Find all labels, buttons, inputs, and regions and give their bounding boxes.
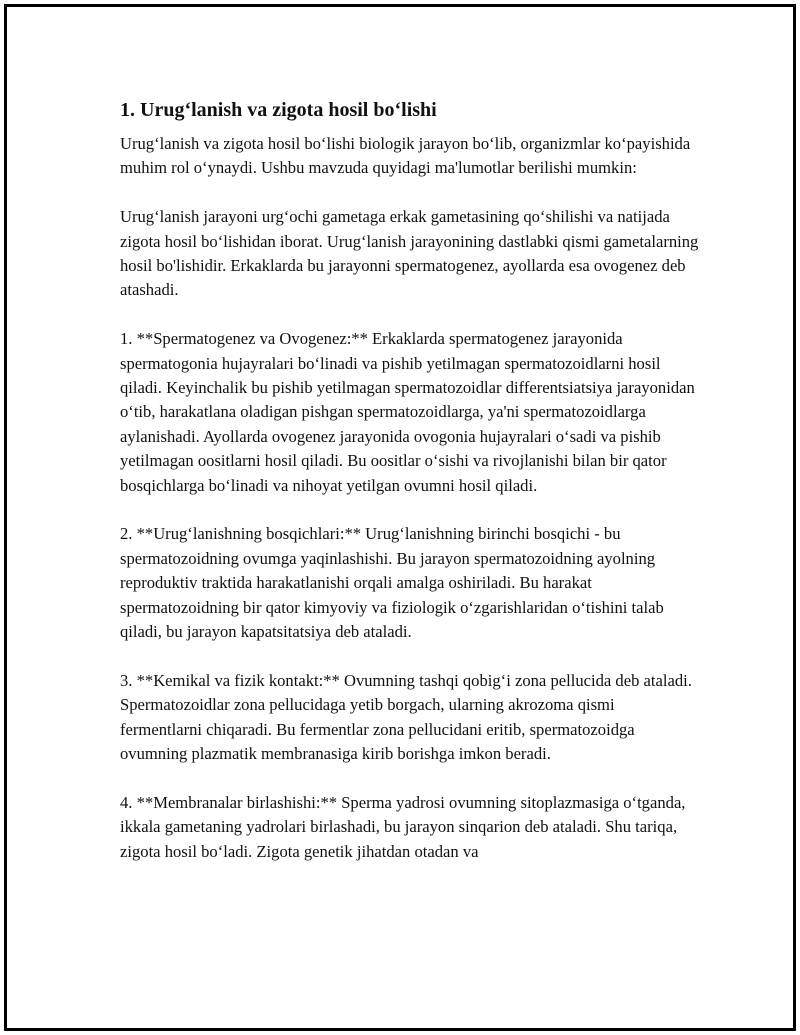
- membrane-fusion-paragraph: 4. **Membranalar birlashishi:** Sperma yadrosi ovumning sitoplazmasiga o‘tganda, ikkala gametaning yadrolari birlashadi, bu jarayon sinqarion deb ataladi. Shu tariqa, zigota hosil bo‘ladi. Zigota genetik jihatdan otadan va: [120, 792, 686, 861]
- spermatogenesis-oogenesis-paragraph: 1. **Spermatogenez va Ovogenez:** Erkaklarda spermatogenez jarayonida spermatogonia hujayralari bo‘linadi va pishib yetilmagan spermatozoidlarni hosil qiladi. Keyinchalik bu pishib yetilmagan spermatozoidlar differentsiatsiya jarayonidan o‘tib, harakatlana oladigan pishgan spermatozoidlarga, ya'ni spermatozoidlarga aylanishadi. Ayollarda ovogenez jarayonida ovogonia hujayralari o‘sadi va pishib yetilmagan oositlarni hosil qiladi. Bu oositlar o‘sishi va rivojlanishi bilan bir qator bosqichlarga bo‘linadi va nihoyat yetilgan ovumni hosil qiladi.: [120, 329, 695, 495]
- page-frame: [4, 4, 796, 1031]
- document-title: 1. Urug‘lanish va zigota hosil bo‘lishi: [120, 99, 437, 121]
- document-body: [120, 97, 700, 889]
- fertilization-overview-paragraph: Urug‘lanish jarayoni urg‘ochi gametaga erkak gametasining qo‘shilishi va natijada zigota hosil bo‘lishidan iborat. Urug‘lanish jarayonining dastlabki qismi gametalarning hosil bo'lishidir. Erkaklarda bu jarayonni spermatogenez, ayollarda esa ovogenez deb atashadi.: [120, 207, 699, 300]
- fertilization-stages-paragraph: 2. **Urug‘lanishning bosqichlari:** Urug‘lanishning birinchi bosqichi - bu spermatozoidning ovumga yaqinlashishi. Bu jarayon spermatozoidning ayolning reproduktiv traktida harakatlanishi orqali amalga oshiriladi. Bu harakat spermatozoidning bir qator kimyoviy va fiziologik o‘zgarishlaridan o‘tishini talab qiladi, bu jarayon kapatsitatsiya deb ataladi.: [120, 524, 664, 642]
- intro-paragraph: Urug‘lanish va zigota hosil bo‘lishi biologik jarayon bo‘lib, organizmlar ko‘payishida muhim rol o‘ynaydi. Ushbu mavzuda quyidagi ma'lumotlar berilishi mumkin:: [120, 134, 691, 178]
- chemical-physical-contact-paragraph: 3. **Kemikal va fizik kontakt:** Ovumning tashqi qobig‘i zona pellucida deb ataladi. Spermatozoidlar zona pellucidaga yetib borgach, ularning akrozoma qismi fermentlarni chiqaradi. Bu fermentlar zona pellucidani eritib, spermatozoidga ovumning plazmatik membranasiga kirib borishga imkon beradi.: [120, 670, 692, 764]
